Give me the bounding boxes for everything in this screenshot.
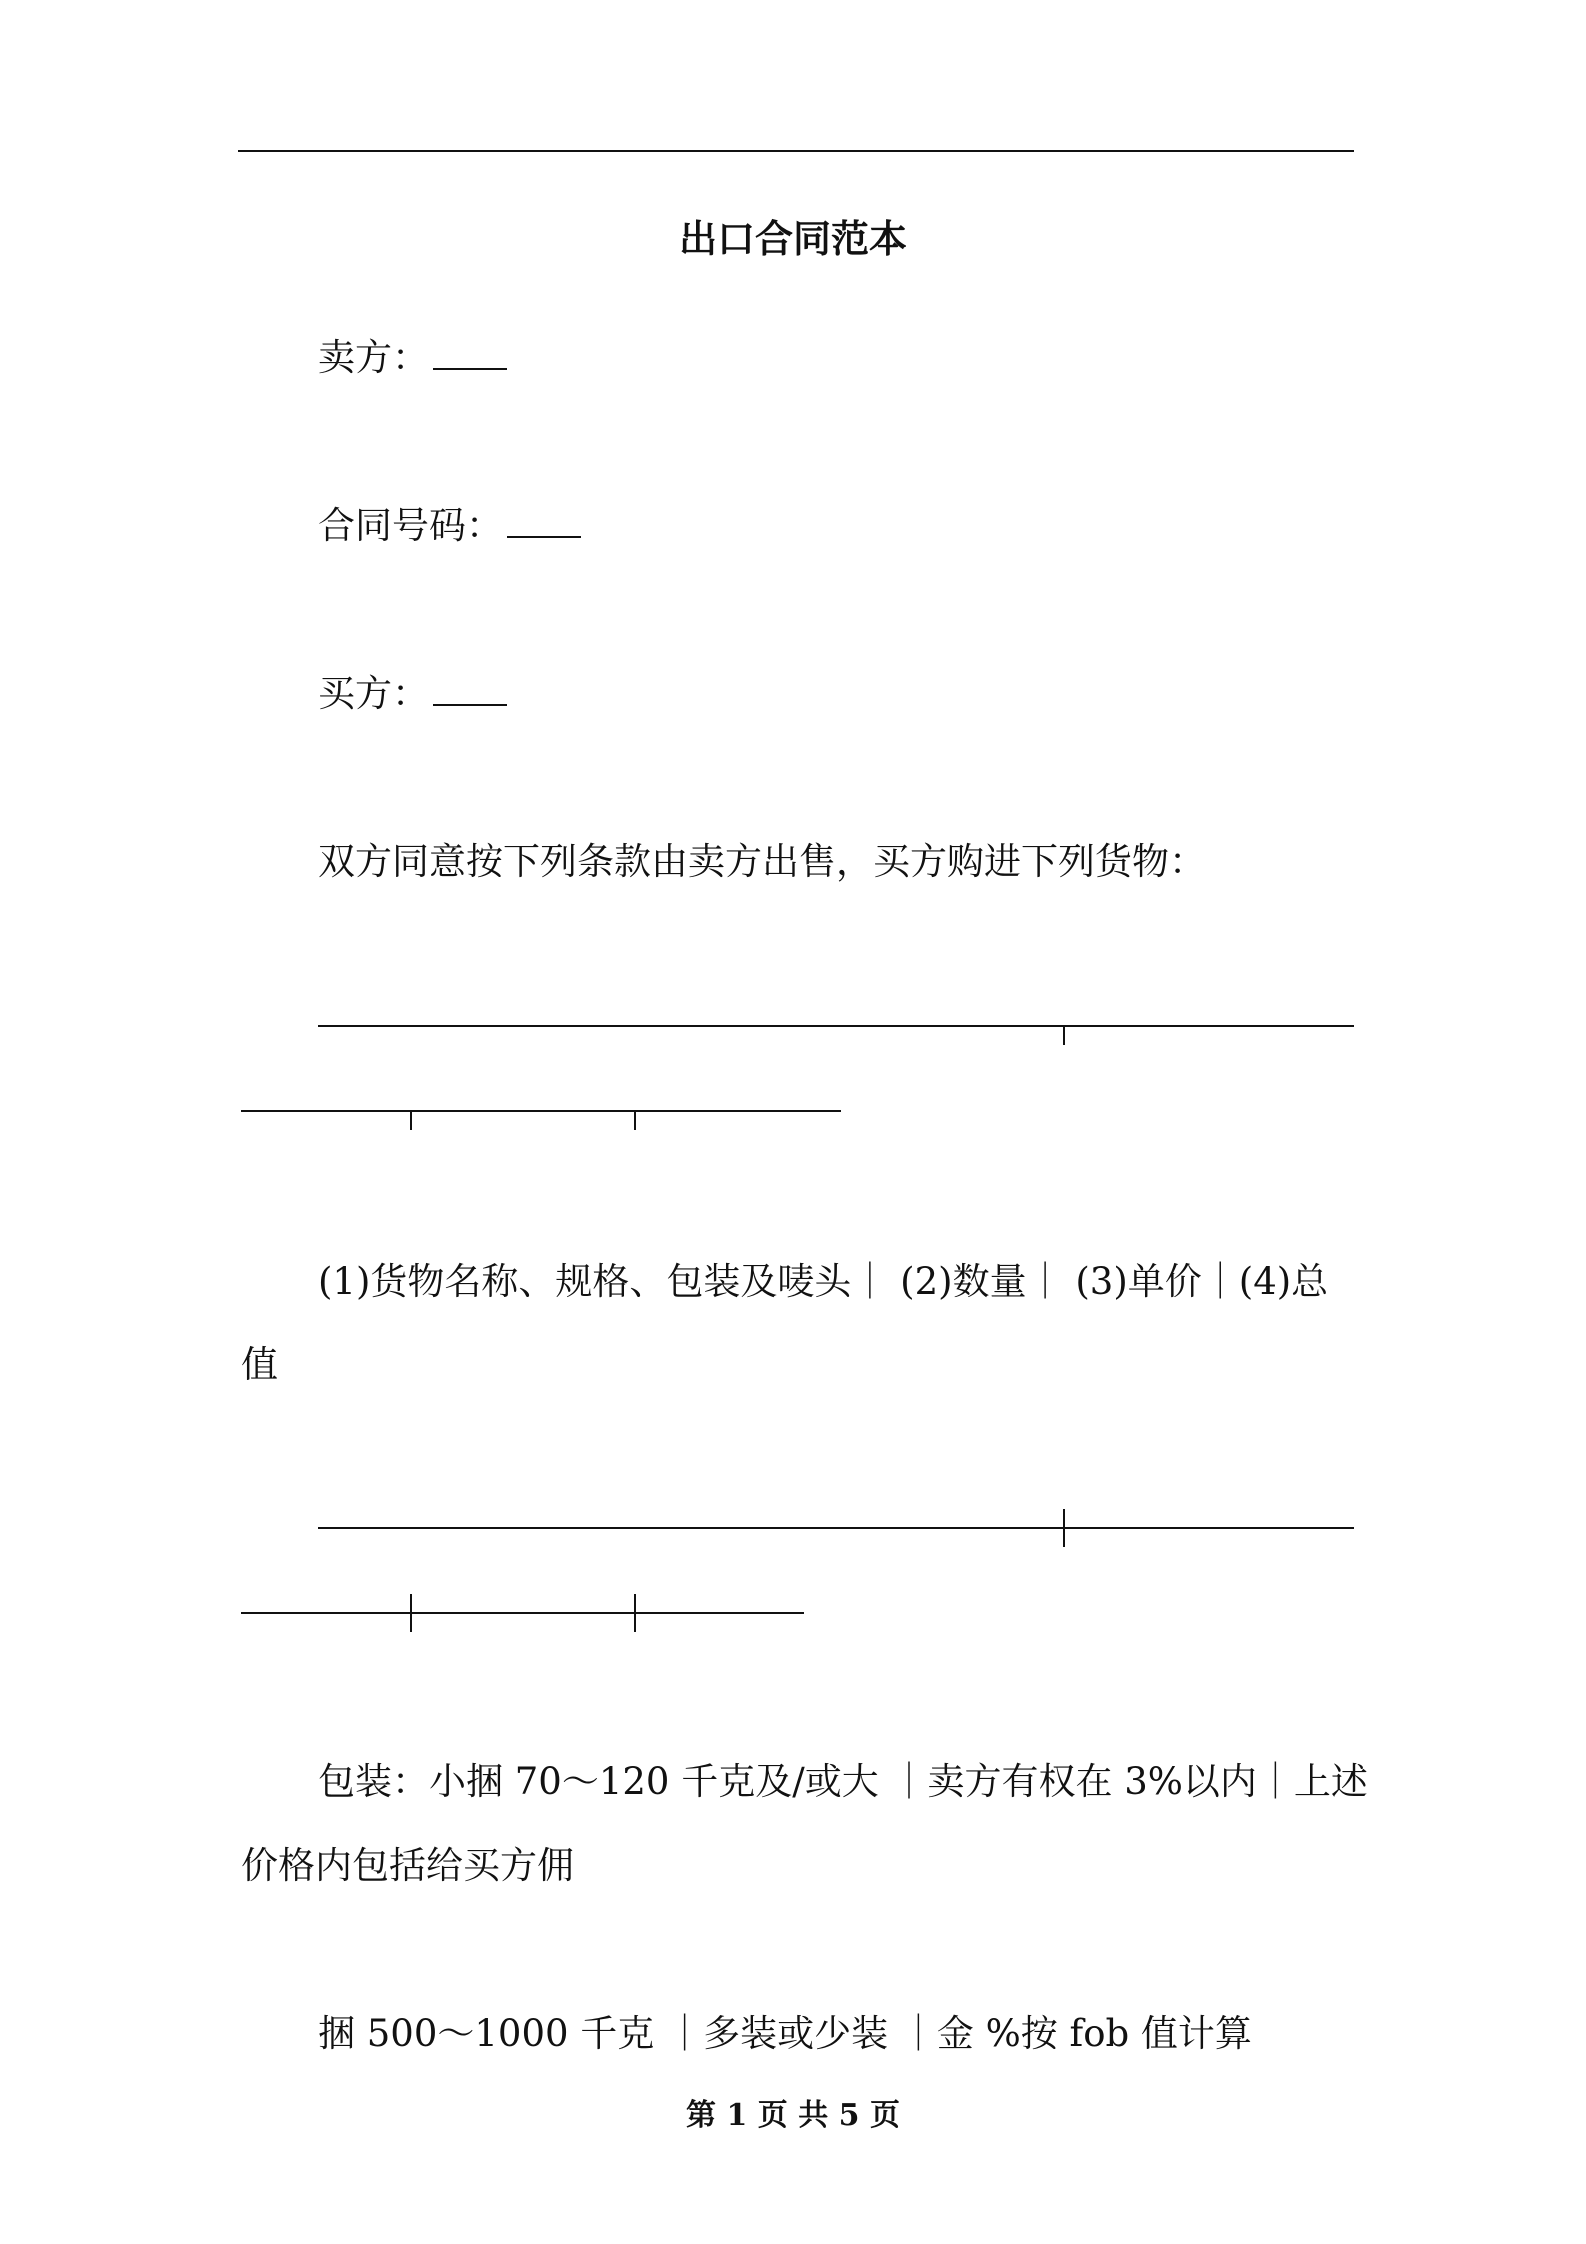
- buyer-label: 买方：: [318, 672, 429, 715]
- table-rule-tick: [410, 1110, 412, 1130]
- header-rule: [238, 150, 1354, 152]
- intro-paragraph: 双方同意按下列条款由卖方出售，买方购进下列货物：: [318, 840, 1206, 883]
- table-rule-tick: [634, 1110, 636, 1130]
- packing-line1: 包装：小捆 70～120 千克及/或大 ｜卖方有权在 3%以内｜上述: [318, 1760, 1368, 1803]
- goods-header-line2: 值: [241, 1343, 278, 1386]
- table-rule-tick: [634, 1594, 636, 1632]
- page-footer: 第 1 页 共 5 页: [686, 2098, 900, 2133]
- table-rule-tick: [1063, 1025, 1065, 1045]
- packing-line2: 价格内包括给买方佣: [241, 1844, 574, 1887]
- contract-number-label: 合同号码：: [318, 504, 503, 547]
- seller-label: 卖方：: [318, 336, 429, 379]
- packing-line3: 捆 500～1000 千克 ｜多装或少装 ｜金 %按 fob 值计算: [318, 2012, 1252, 2055]
- document-title: 出口合同范本: [678, 216, 907, 261]
- seller-blank[interactable]: [433, 338, 507, 370]
- buyer-field: [318, 670, 507, 718]
- contract-number-field: [318, 502, 581, 550]
- table-rule-tick: [1063, 1509, 1065, 1547]
- table-rule-line: [318, 1527, 1354, 1529]
- goods-header-line1: (1)货物名称、规格、包装及唛头｜ (2)数量｜ (3)单价｜(4)总: [318, 1260, 1329, 1303]
- table-rule-line: [241, 1612, 804, 1614]
- buyer-blank[interactable]: [433, 674, 507, 706]
- table-rule-tick: [410, 1594, 412, 1632]
- seller-field: [318, 334, 507, 382]
- table-rule-line: [318, 1025, 1354, 1027]
- contract-number-blank[interactable]: [507, 506, 581, 538]
- table-rule-line: [241, 1110, 841, 1112]
